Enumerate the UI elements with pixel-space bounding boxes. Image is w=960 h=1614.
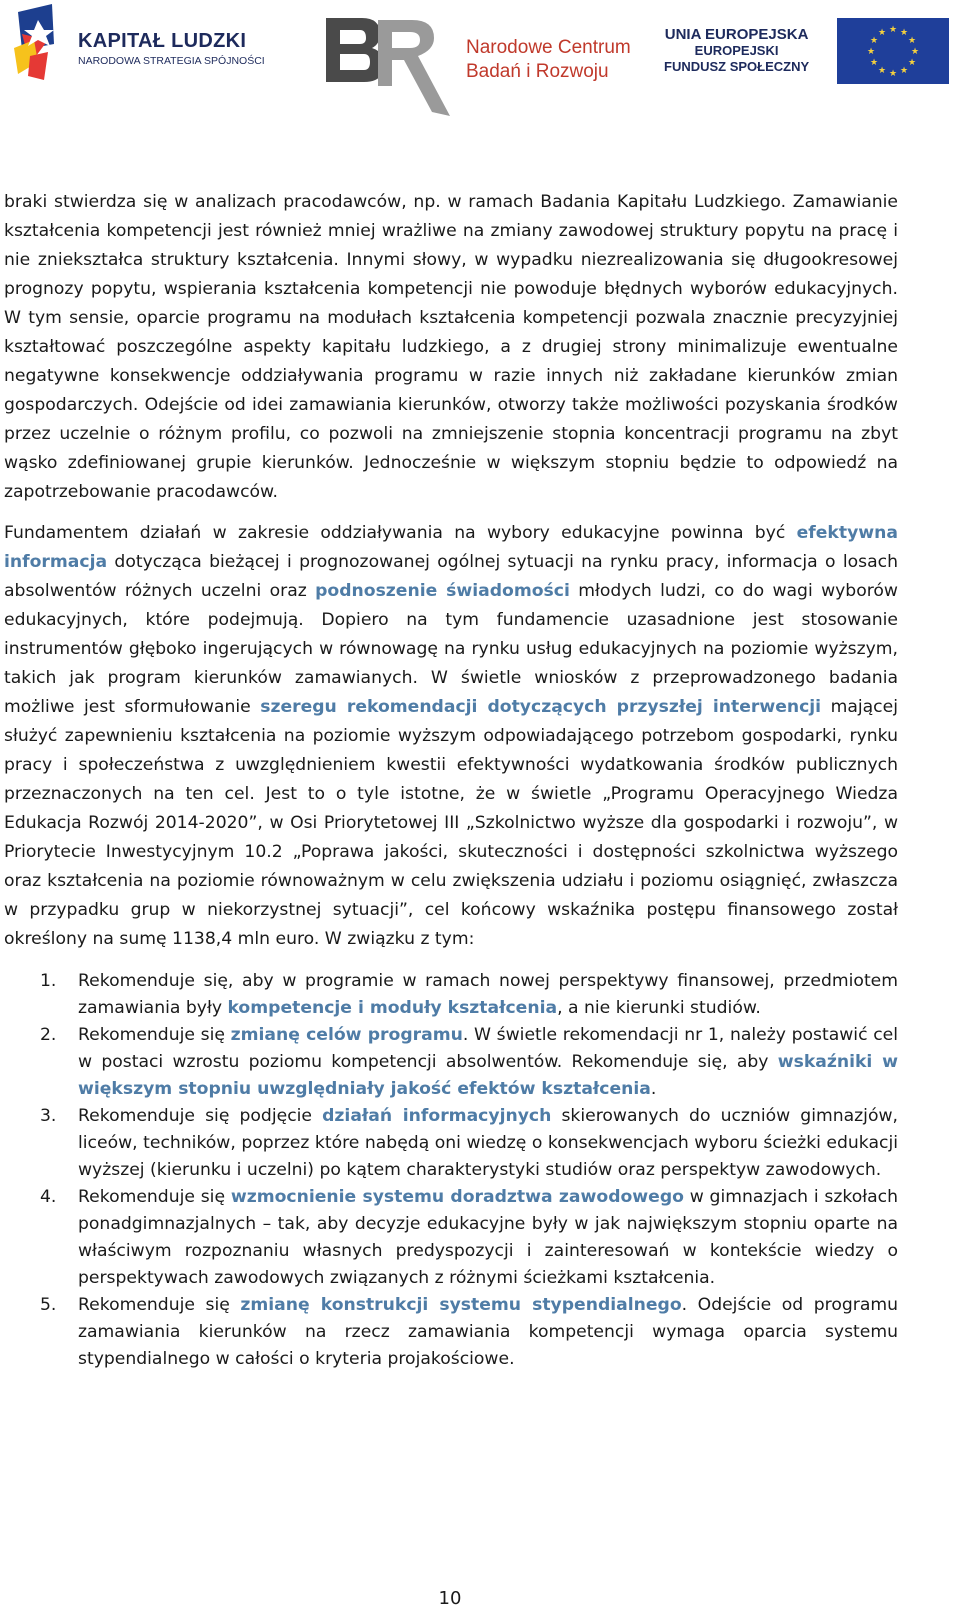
highlight-doradztwo-zawodowe: wzmocnienie systemu doradztwa zawodowego — [230, 1187, 684, 1207]
eu-name: UNIA EUROPEJSKA — [664, 26, 809, 43]
paragraph-text: mającej służyć zapewnieniu kształcenia na poziomie wyższym odpowiadającego potrzebom gospodarki, rynku pracy i społeczeństwa z uwzględnieniem kwestii efektywności wydatkowania środków publicznych przeznaczonych na ten cel. Jest to o tyle istotne, że w świetle „Programu Operacyjnego Wiedza Edukacja Rozwój 2014-2020”, w Osi Priorytetowej III „Szkolnictwo wyższe dla gospodarki i rozwoju”, w Priorytecie Inwestycyjnym 10.2 „Poprawa jakości, skuteczności i dostępności szkolnictwa wyższego oraz kształcenia na poziomie równoważnym w celu zwiększenia udziału i poziomu osiągnięć, zwłaszcza w przypadku grup w niekorzystnej sytuacji”, cel końcowy wskaźnika postępu finansowego został określony na sumę 1138,4 mln euro. W związku z tym: — [4, 697, 898, 949]
list-number: 2. — [40, 1025, 57, 1045]
highlight-zmiana-celow: zmianę celów programu — [230, 1025, 463, 1045]
svg-text:★: ★ — [899, 28, 909, 38]
page-number: 10 — [438, 1588, 462, 1609]
svg-text:★: ★ — [907, 58, 917, 68]
recommendation-item — [4, 968, 898, 1022]
svg-text:★: ★ — [888, 25, 898, 35]
svg-text:★: ★ — [899, 66, 909, 76]
eu-fund-line2: FUNDUSZ SPOŁECZNY — [664, 59, 810, 74]
eu-logo-text — [664, 26, 809, 75]
list-number: 3. — [40, 1106, 57, 1126]
item-text: skierowanych do uczniów gimnazjów, liceów, techników, poprzez które nabędą oni wiedzę o konsekwencjach wyboru ścieżki edukacji wyższej (kierunku i uczelni) po kątem charakterystyki studiów oraz perspektyw zawodowych. — [78, 1106, 898, 1180]
recommendation-item — [4, 1022, 898, 1103]
recommendations-list — [4, 968, 898, 1373]
paragraph-text: młodych ludzi, co do wagi wyborów edukacyjnych, które podejmują. Dopiero na tym fundamencie uzasadnione jest stosowanie instrumentów głęboko ingerujących w równowagę na rynku usług edukacyjnych na poziomie wyższym, takich jak program kierunków zamawianych. W świetle wniosków z przeprowadzonego badania możliwe jest sformułowanie — [4, 581, 898, 717]
svg-text:★: ★ — [910, 47, 920, 57]
paragraph-competences — [4, 188, 898, 507]
highlight-szeregu-rekomendacji: szeregu rekomendacji dotyczących przyszłej interwencji — [260, 697, 822, 717]
paragraph-fundament — [4, 519, 898, 954]
svg-text:★: ★ — [869, 58, 879, 68]
highlight-efektywna-informacja: efektywna informacja — [4, 523, 898, 572]
page-header — [0, 0, 960, 120]
highlight-system-stypendialny: zmianę konstrukcji systemu stypendialnego — [240, 1295, 682, 1315]
highlight-podnoszenie-swiadomosci: podnoszenie świadomości — [315, 581, 570, 601]
svg-text:★: ★ — [877, 66, 887, 76]
highlight-dzialan-informacyjnych: działań informacyjnych — [322, 1106, 552, 1126]
eu-flag-icon — [837, 18, 949, 84]
paragraph-text: braki stwierdza się w analizach pracodawców, np. w ramach Badania Kapitału Ludzkiego. Zamawianie kształcenia kompetencji jest również mniej wrażliwe na zmiany zawodowej struktury popytu na pracę i nie zniekształca struktury kształcenia. Innymi słowy, w wypadku niezrealizowania się długookresowej prognozy popytu, wspierania kształcenia kompetencji nie powoduje błędnych wyborów edukacyjnych. W tym sensie, oparcie programu na modułach kształcenia kompetencji pozwala znacznie precyzyjniej kształtować poszczególne aspekty kapitału ludzkiego, a z drugiej strony minimalizuje ewentualne negatywne konsekwencje oddziaływania programu w razie innych niż zakładane kierunków zmian gospodarczych. Odejście od idei zamawiania kierunków, otworzy także możliwości pozyskania środków przez uczelnie o różnym profilu, co pozwoli na zmniejszenie stopnia koncentracji programu na zbyt wąsko zdefiniowanej grupie kierunków. Jednocześnie w większym stopniu będzie to odpowiedź na zapotrzebowanie pracodawców. — [4, 192, 898, 502]
ncbr-logo-mark-icon — [318, 8, 468, 120]
list-number: 1. — [40, 971, 57, 991]
item-text: , a nie kierunki studiów. — [557, 998, 761, 1018]
item-text: . — [650, 1079, 657, 1099]
item-text: . Odejście od programu zamawiania kierunków na rzecz zamawiania kompetencji wymaga oparcia systemu stypendialnego w całości o kryteria projakościowe. — [78, 1295, 898, 1369]
svg-text:★: ★ — [866, 47, 876, 57]
list-number: 5. — [40, 1295, 57, 1315]
ncbr-logo-text — [466, 36, 631, 84]
item-text: Rekomenduje się, aby w programie w ramach nowej perspektywy finansowej, przedmiotem zamawiania były — [78, 971, 898, 1018]
item-text: Rekomenduje się podjęcie — [78, 1106, 323, 1126]
svg-text:★: ★ — [888, 69, 898, 79]
svg-text:★: ★ — [877, 28, 887, 38]
item-text: Rekomenduje się — [78, 1187, 231, 1207]
kapital-ludzki-logo — [78, 30, 265, 67]
eu-fund-line1: EUROPEJSKI — [694, 43, 779, 58]
recommendation-item — [4, 1292, 898, 1373]
kapital-ludzki-emblem-icon — [8, 4, 60, 88]
highlight-kompetencje-moduly: kompetencje i moduły kształcenia — [227, 998, 558, 1018]
paragraph-text: dotycząca bieżącej i prognozowanej ogólnej sytuacji na rynku pracy, informacja o losach absolwentów różnych uczelni oraz — [4, 552, 898, 601]
item-text: Rekomenduje się — [78, 1025, 231, 1045]
recommendation-item — [4, 1184, 898, 1292]
svg-text:★: ★ — [907, 36, 917, 46]
kapital-ludzki-title: KAPITAŁ LUDZKI — [78, 30, 247, 52]
paragraph-text: Fundamentem działań w zakresie oddziaływania na wybory edukacyjne powinna być — [4, 523, 797, 543]
document-body — [4, 188, 898, 1373]
svg-text:★: ★ — [869, 36, 879, 46]
highlight-wskazniki: wskaźniki w większym stopniu uwzględniały jakość efektów kształcenia — [78, 1052, 898, 1099]
item-text: . W świetle rekomendacji nr 1, należy postawić cel w postaci wzrostu poziomu kompetencji absolwentów. Rekomenduje się, aby — [78, 1025, 899, 1072]
recommendation-item — [4, 1103, 898, 1184]
item-text: Rekomenduje się — [78, 1295, 241, 1315]
list-number: 4. — [40, 1187, 57, 1207]
ncbr-name-line1: Narodowe Centrum — [466, 37, 631, 58]
kapital-ludzki-subtitle: NARODOWA STRATEGIA SPÓJNOŚCI — [78, 55, 265, 67]
item-text: w gimnazjach i szkołach ponadgimnazjalnych – tak, aby decyzje edukacyjne były w jak największym stopniu oparte na właściwym rozpoznaniu własnych predyspozycji i zainteresowań w kontekście wiedzy o perspektywach zawodowych związanych z różnymi ścieżkami kształcenia. — [78, 1187, 898, 1288]
ncbr-name-line2: Badań i Rozwoju — [466, 61, 609, 82]
